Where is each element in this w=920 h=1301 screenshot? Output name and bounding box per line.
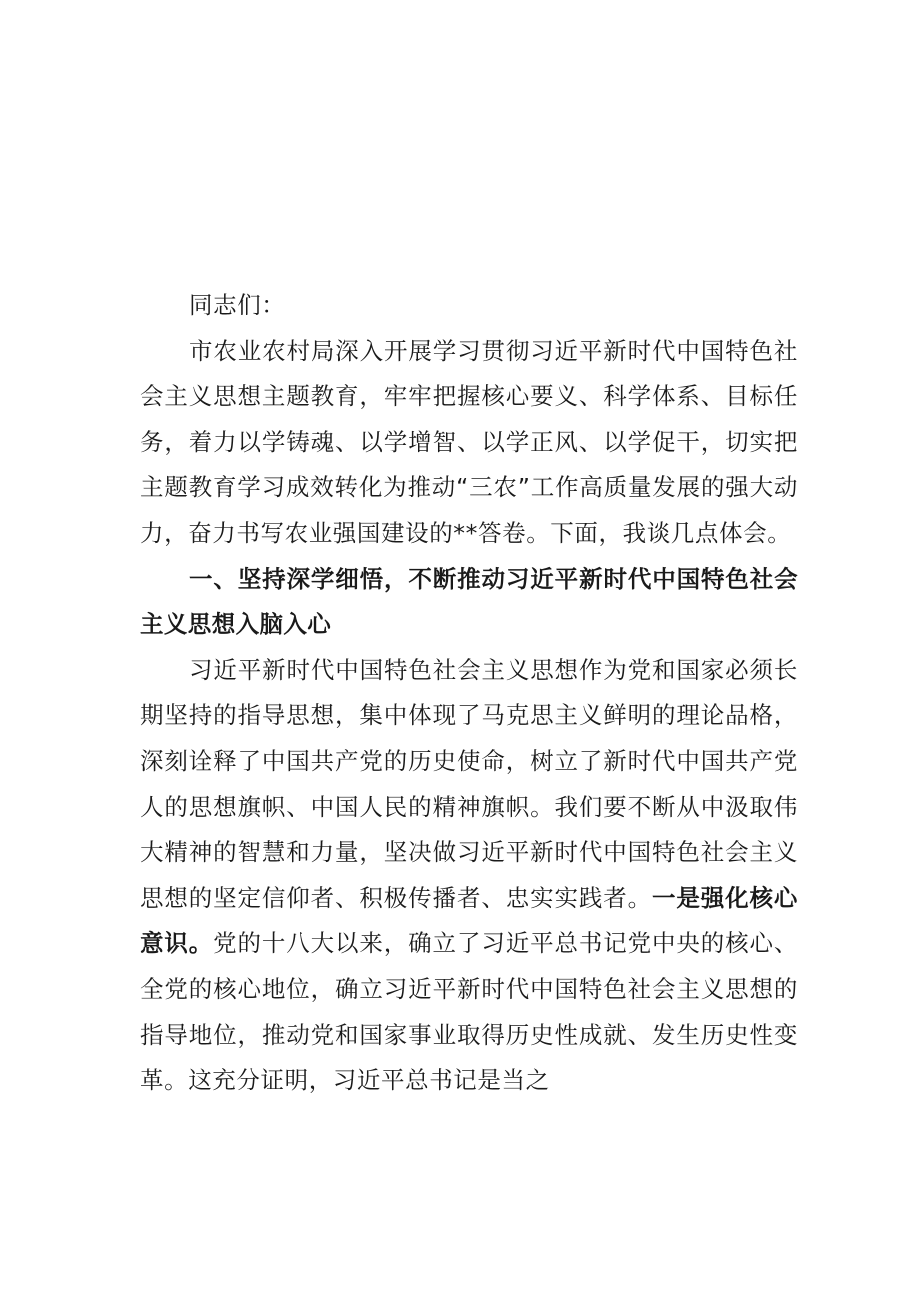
section-1-text-part2: 党的十八大以来，确立了习近平总书记党中央的核心、全党的核心地位，确立习近平新时代中国特色社会主义思想的指导地位，推动党和国家事业取得历史性成就、发生历史性变革。这充分证明，习近平总书记是当之 xyxy=(140,929,798,1095)
intro-paragraph: 市农业农村局深入开展学习贯彻习近平新时代中国特色社会主义思想主题教育，牢牢把握核心要义、科学体系、目标任务，着力以学铸魂、以学增智、以学正风、以学促干，切实把主题教育学习成效转化为推动“三农”工作高质量发展的强大动力，奋力书写农业强国建设的**答卷。下面，我谈几点体会。 xyxy=(140,336,798,547)
section-1-paragraph xyxy=(140,648,798,1104)
salutation: 同志们： xyxy=(189,291,286,319)
section-heading-1: 一、坚持深学细悟，不断推动习近平新时代中国特色社会主义思想入脑入心 xyxy=(140,564,798,639)
point-1-title: 一是强化核心意识。 xyxy=(140,883,798,958)
document-body xyxy=(140,283,798,1104)
section-1-text-part1: 习近平新时代中国特色社会主义思想作为党和国家必须长期坚持的指导思想，集中体现了马克思主义鲜明的理论品格，深刻诠释了中国共产党的历史使命，树立了新时代中国共产党人的思想旗帜、中国人民的精神旗帜。我们要不断从中汲取伟大精神的智慧和力量，坚决做习近平新时代中国特色社会主义思想的坚定信仰者、积极传播者、忠实实践者。 xyxy=(140,655,798,912)
